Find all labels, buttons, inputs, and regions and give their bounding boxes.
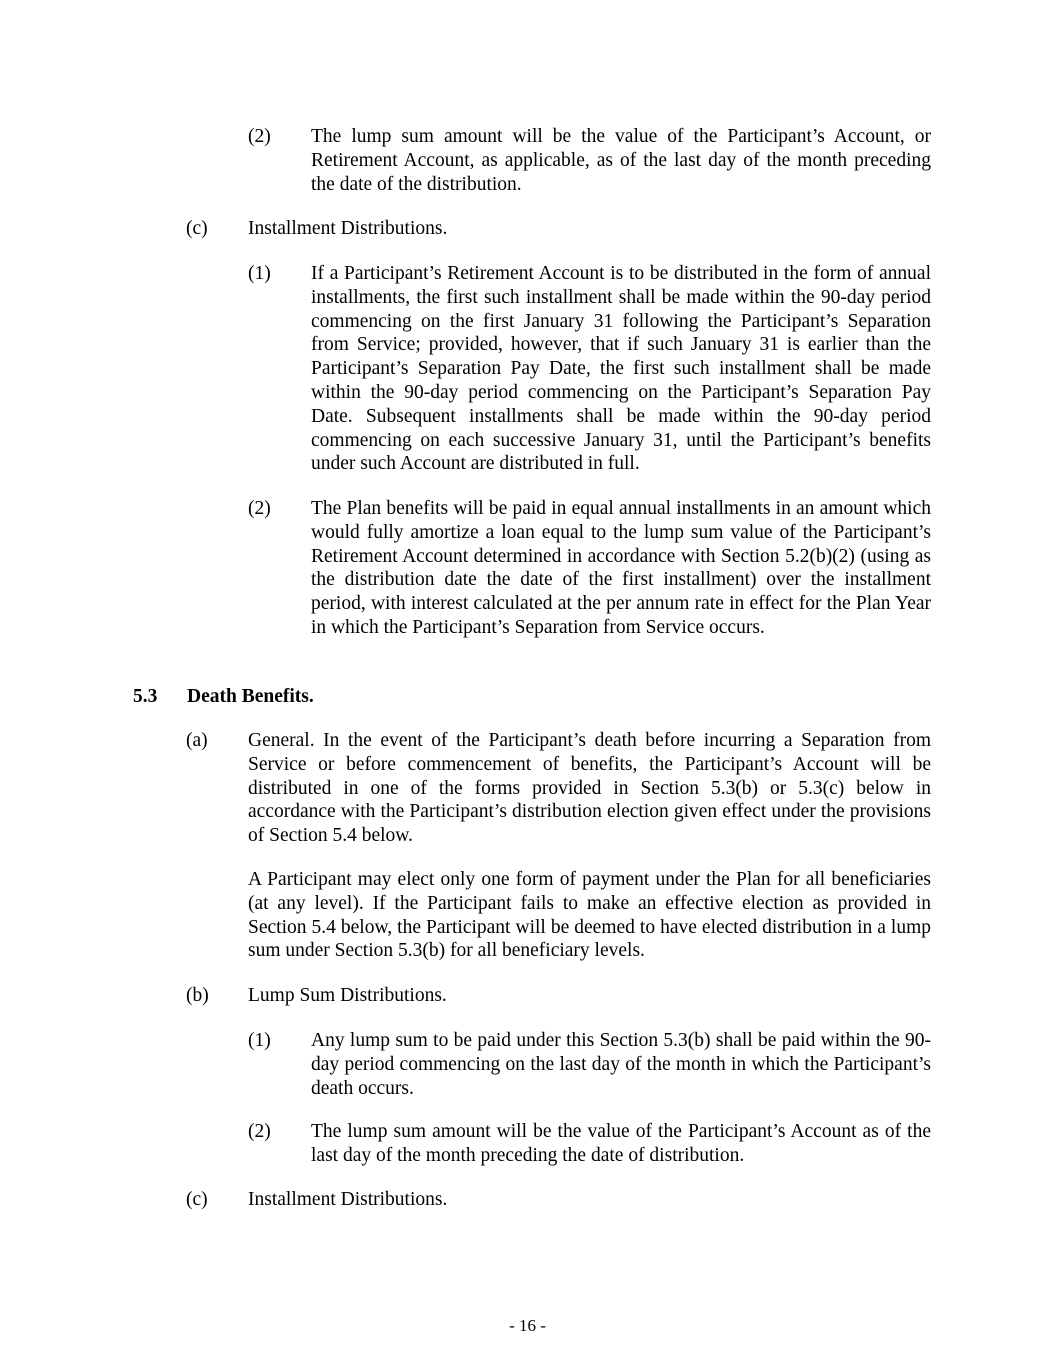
item-label-5-2-c-2: (2) [248, 498, 271, 519]
paragraph-5-2-c-2: The Plan benefits will be paid in equal annual installments in an amount which would fully amortize a loan equal to the lump sum value of the Participant’s Retirement Account determined in accordance with Section 5.2(b)(2) (using as the distribution date the date of the first installment) over the installment period, with interest calculated at the per annum rate in effect for the Plan Year in which the Participant’s Separation from Service occurs. [311, 498, 931, 638]
section-title-5-3: Death Benefits. [187, 686, 314, 707]
heading-5-2-c: Installment Distributions. [248, 218, 448, 239]
page-number: - 16 - [509, 1316, 546, 1335]
item-label-5-2-c-1: (1) [248, 263, 271, 284]
item-label-5-3-b: (b) [186, 985, 209, 1006]
paragraph-5-3-b-1: Any lump sum to be paid under this Section 5.3(b) shall be paid within the 90-day period commencing on the last day of the month in which the Participant’s death occurs. [311, 1030, 931, 1099]
heading-5-3-b: Lump Sum Distributions. [248, 985, 447, 1006]
paragraph-5-3-a-1: General. In the event of the Participant’s death before incurring a Separation from Service or before commencement of benefits, the Participant’s Account will be distributed in one of the forms provided in Section 5.3(b) or 5.3(c) below in accordance with the Participant’s distribution election given effect under the provisions of Section 5.4 below. [248, 730, 931, 847]
item-label-5-2-b-2: (2) [248, 126, 271, 147]
paragraph-5-3-b-2: The lump sum amount will be the value of the Participant’s Account as of the last day of the month preceding the date of distribution. [311, 1121, 931, 1166]
item-label-5-3-b-2: (2) [248, 1121, 271, 1142]
item-label-5-3-c: (c) [186, 1189, 208, 1210]
section-number-5-3: 5.3 [133, 686, 158, 707]
paragraph-5-3-a-2: A Participant may elect only one form of payment under the Plan for all beneficiaries (at any level). If the Participant fails to make an effective election as provided in Section 5.4 below, the Participant will be deemed to have elected distribution in a lump sum under Section 5.3(b) for all beneficiary levels. [248, 869, 931, 962]
item-label-5-3-a: (a) [186, 730, 208, 751]
item-label-5-2-c: (c) [186, 218, 208, 239]
paragraph-5-2-b-2: The lump sum amount will be the value of the Participant’s Account, or Retirement Account, as applicable, as of the last day of the month preceding the date of the distribution. [311, 126, 931, 195]
item-label-5-3-b-1: (1) [248, 1030, 271, 1051]
heading-5-3-c: Installment Distributions. [248, 1189, 448, 1210]
paragraph-5-2-c-1: If a Participant’s Retirement Account is to be distributed in the form of annual installments, the first such installment shall be made within the 90-day period commencing on the first January 31 following the Participant’s Separation from Service; provided, however, that if such January 31 is earlier than the Participant’s Separation Pay Date, the first such installment shall be made within the 90-day period commencing on the Participant’s Separation Pay Date. Subsequent installments shall be made within the 90-day period commencing on each successive January 31, until the Participant’s benefits under such Account are distributed in full. [311, 263, 931, 475]
